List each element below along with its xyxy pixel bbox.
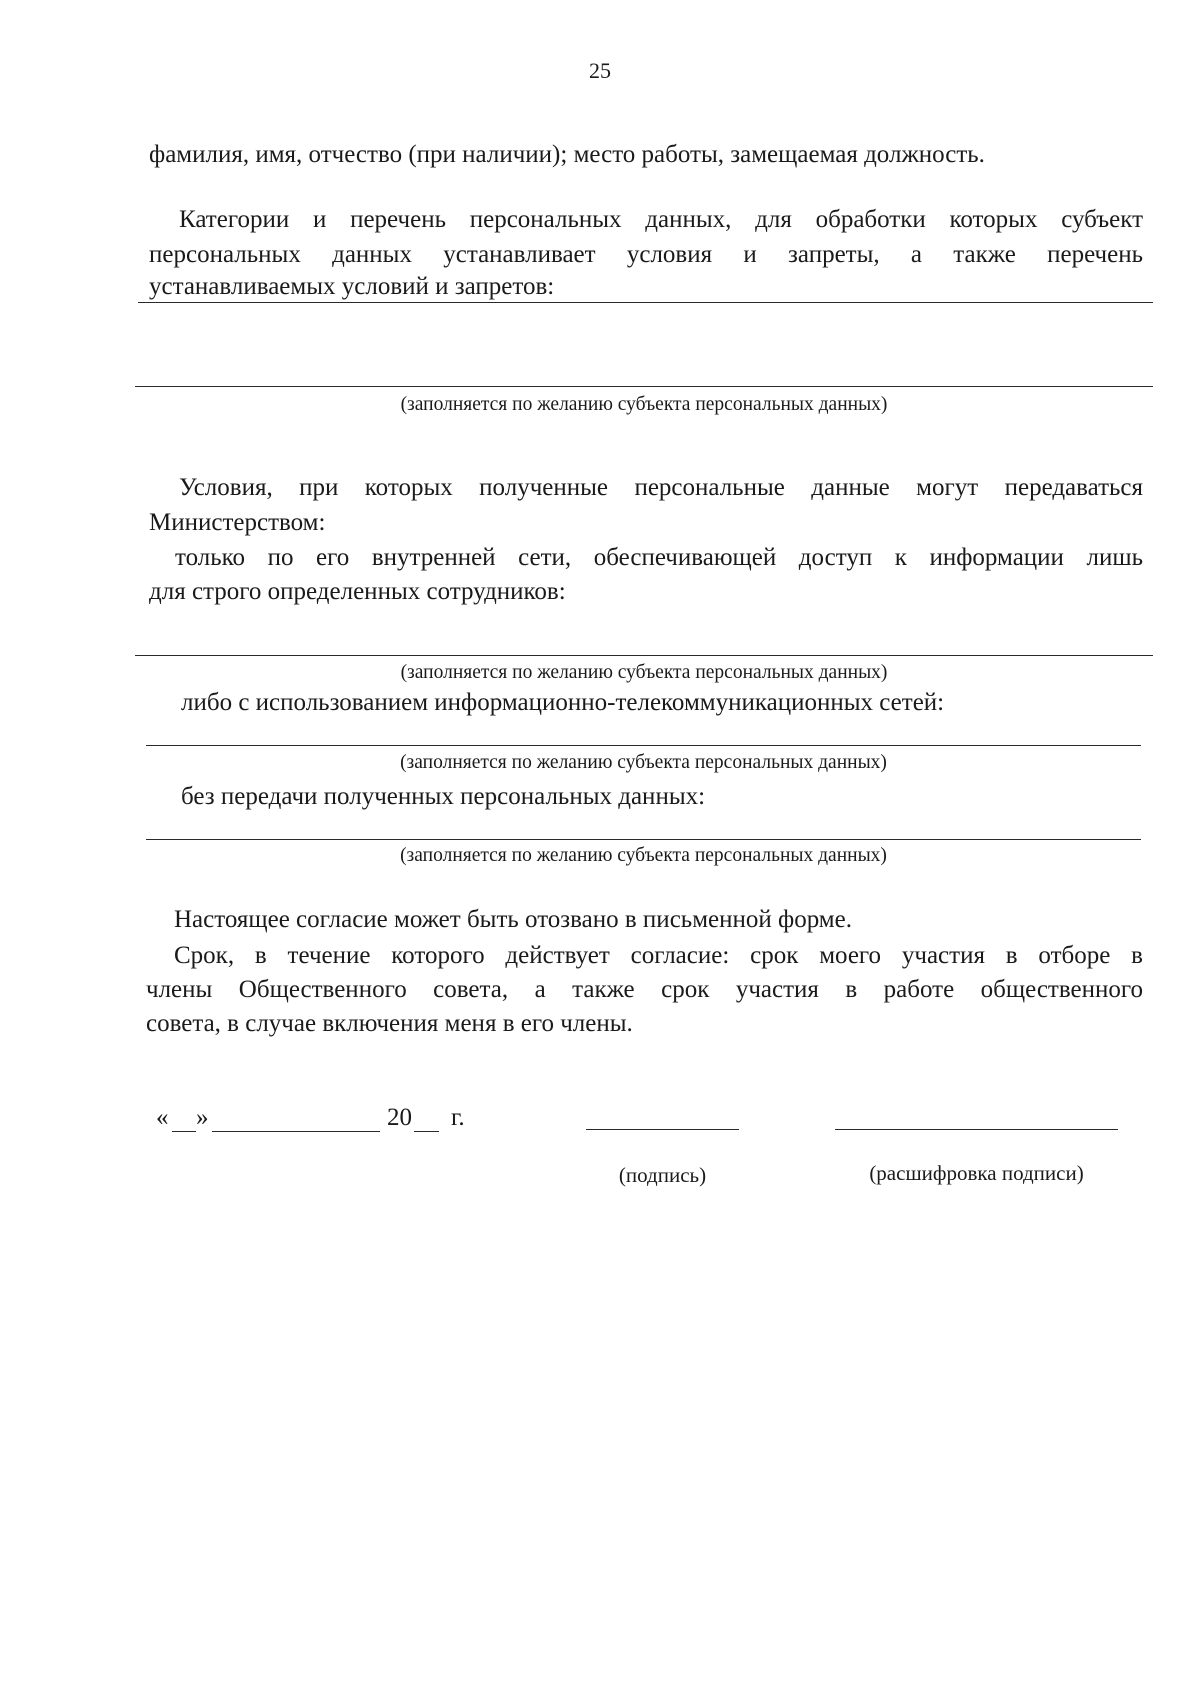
- categories-fill-line-1[interactable]: [138, 302, 1153, 303]
- revocation-line: Настоящее согласие может быть отозвано в письменной форме.: [174, 906, 852, 933]
- date-quote-open: «: [156, 1104, 169, 1131]
- internal-network-caption: (заполняется по желанию субъекта персональных данных): [400, 662, 888, 683]
- conditions-paragraph-line-3: только по его внутренней сети, обеспечивающей доступ к информации лишь: [175, 544, 1143, 571]
- no-transfer-caption: (заполняется по желанию субъекта персональных данных): [400, 845, 887, 866]
- date-quote-close: »: [196, 1104, 209, 1131]
- term-paragraph-line-3: совета, в случае включения меня в его члены.: [146, 1010, 633, 1037]
- date-day-field[interactable]: [172, 1131, 196, 1132]
- categories-fill-line-2[interactable]: [135, 386, 1153, 387]
- page-number: 25: [589, 58, 611, 83]
- date-month-field[interactable]: [212, 1131, 380, 1132]
- categories-paragraph-line-2: персональных данных устанавливает условия и запреты, а также перечень: [149, 241, 1143, 268]
- signature-caption: (подпись): [618, 1163, 707, 1187]
- internal-network-fill-line[interactable]: [135, 655, 1153, 656]
- categories-paragraph-line-1: Категории и перечень персональных данных, для обработки которых субъект: [179, 206, 1143, 233]
- telecom-networks-caption: (заполняется по желанию субъекта персональных данных): [400, 752, 887, 773]
- conditions-paragraph-line-1: Условия, при которых полученные персональные данные могут передаваться: [179, 474, 1143, 501]
- telecom-networks-fill-line[interactable]: [146, 745, 1141, 746]
- no-transfer-fill-line[interactable]: [146, 839, 1141, 840]
- telecom-networks-line: либо с использованием информационно-телекоммуникационных сетей:: [181, 689, 945, 716]
- signature-decode-field[interactable]: [835, 1129, 1118, 1130]
- no-transfer-line: без передачи полученных персональных данных:: [181, 783, 706, 810]
- conditions-paragraph-line-2: Министерством:: [149, 509, 326, 536]
- recipient-details-line: фамилия, имя, отчество (при наличии); место работы, замещаемая должность.: [149, 141, 985, 168]
- categories-caption: (заполняется по желанию субъекта персональных данных): [400, 394, 888, 415]
- date-year-suffix: г.: [451, 1104, 465, 1131]
- conditions-paragraph-line-4: для строго определенных сотрудников:: [149, 578, 566, 605]
- signature-field[interactable]: [586, 1129, 739, 1130]
- term-paragraph-line-2: члены Общественного совета, а также срок участия в работе общественного: [146, 976, 1143, 1003]
- categories-paragraph-line-3: устанавливаемых условий и запретов:: [149, 273, 555, 300]
- signature-decode-caption: (расшифровка подписи): [869, 1161, 1084, 1185]
- date-year-prefix: 20: [387, 1104, 412, 1131]
- term-paragraph-line-1: Срок, в течение которого действует согласие: срок моего участия в отборе в: [174, 942, 1143, 969]
- date-year-field[interactable]: [414, 1131, 439, 1132]
